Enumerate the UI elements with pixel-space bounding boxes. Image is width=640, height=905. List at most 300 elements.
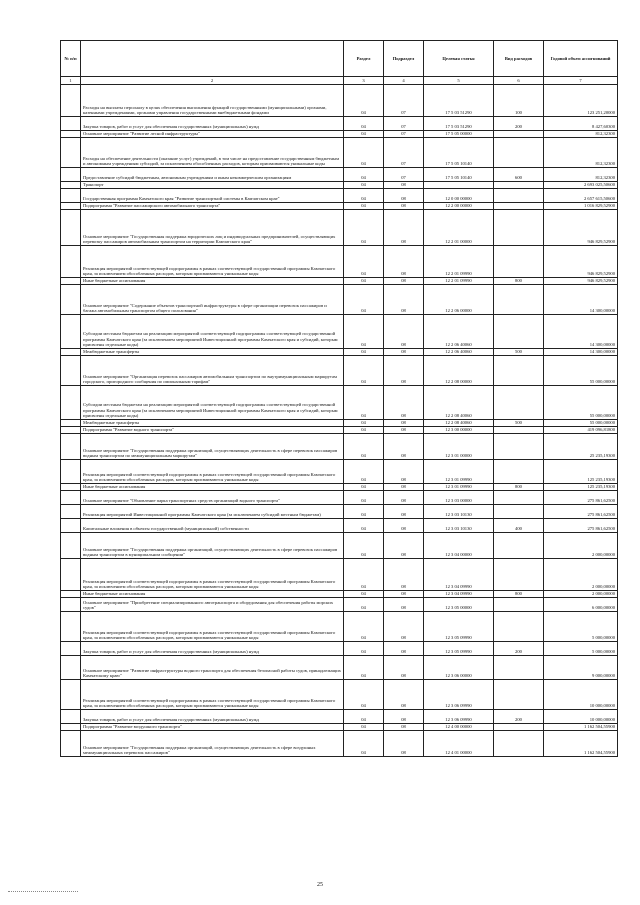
amount-cell: 125 235,19300	[544, 460, 618, 484]
razdel-cell: 04	[344, 460, 384, 484]
amount-cell: 5 000,00000	[544, 642, 618, 656]
item-name-cell: Иные бюджетные ассигнования	[81, 591, 344, 598]
item-name-cell: Реализация мероприятий соответствующей подпрограммы в рамках соответствующей государственной программы Камчатского края, за исключением обособленных расходов, которым присваиваются уникальные коды	[81, 246, 344, 278]
item-name-cell: Государственная программа Камчатского края "Развитие транспортной системы в Камчатском крае"	[81, 189, 344, 203]
target-article-cell: 12 3 06 00000	[424, 656, 494, 680]
table-row	[61, 285, 618, 315]
expense-type-cell	[494, 434, 544, 460]
item-name-cell: Расходы на обеспечение деятельности (оказание услуг) учреждений, в том числе на предоставление государственным бюджетным и автономным учреждениям субсидий, за исключением обособленных расходов, которым присваиваются уникальные коды	[81, 138, 344, 168]
num-cell	[61, 203, 81, 210]
item-name-cell: Основное мероприятие "Организация перевозок пассажиров автомобильным транспортом по внутримуниципальным маршрутам городского, пригородного сообщения по омиональным тарифам"	[81, 356, 344, 386]
razdel-cell: 04	[344, 434, 384, 460]
razdel-cell: 04	[344, 724, 384, 731]
item-name-cell: Закупка товаров, работ и услуг для обеспечения государственных (муниципальных) нужд	[81, 710, 344, 724]
item-name-cell: Реализация мероприятий Инвестиционной программы Камчатского края (за исключением субсидий местным бюджетам)	[81, 505, 344, 519]
expense-type-cell	[494, 724, 544, 731]
razdel-cell: 04	[344, 731, 384, 757]
target-article-cell: 17 5 05 10140	[424, 138, 494, 168]
item-name-cell: Реализация мероприятий соответствующей подпрограммы в рамках соответствующей государственной программы Камчатского края, за исключением обособленных расходов, которым присваиваются уникальные коды	[81, 680, 344, 710]
table-row	[61, 591, 618, 598]
expense-type-cell: 600	[494, 168, 544, 182]
podrazdel-cell: 08	[384, 559, 424, 591]
target-article-cell: 12 3 05 00000	[424, 598, 494, 612]
table-row	[61, 434, 618, 460]
target-article-cell: 12 3 04 00000	[424, 533, 494, 559]
razdel-cell: 04	[344, 189, 384, 203]
table-row	[61, 612, 618, 642]
razdel-cell: 04	[344, 182, 384, 189]
amount-cell: 275 861,62500	[544, 505, 618, 519]
expense-type-cell	[494, 491, 544, 505]
footer-rule	[8, 891, 78, 892]
podrazdel-cell: 07	[384, 85, 424, 117]
item-name-cell: Основное мероприятие "Развитие лесной инфраструктуры"	[81, 131, 344, 138]
page-number: 25	[317, 882, 323, 888]
amount-cell: 55 000,00000	[544, 356, 618, 386]
item-name-cell: Закупка товаров, работ и услуг для обеспечения государственных (муниципальных) нужд	[81, 117, 344, 131]
num-cell	[61, 533, 81, 559]
target-article-cell: 12 3 03 10130	[424, 505, 494, 519]
amount-cell: 812,32300	[544, 131, 618, 138]
podrazdel-cell: 07	[384, 131, 424, 138]
table-row	[61, 315, 618, 349]
razdel-cell: 04	[344, 591, 384, 598]
target-article-cell: 17 5 03 51290	[424, 85, 494, 117]
item-name-cell: Подпрограмма "Развитие пассажирского автомобильного транспорта"	[81, 203, 344, 210]
podrazdel-cell: 07	[384, 117, 424, 131]
table-row	[61, 168, 618, 182]
item-name-cell: Основное мероприятие "Обновление парка транспортных средств организаций водного транспорта"	[81, 491, 344, 505]
expense-type-cell	[494, 285, 544, 315]
expense-type-cell	[494, 356, 544, 386]
table-row	[61, 427, 618, 434]
razdel-cell: 04	[344, 386, 384, 420]
podrazdel-cell: 08	[384, 724, 424, 731]
expense-type-cell	[494, 505, 544, 519]
podrazdel-cell: 08	[384, 203, 424, 210]
target-article-cell: 17 5 05 00000	[424, 131, 494, 138]
razdel-cell: 04	[344, 168, 384, 182]
num-cell	[61, 182, 81, 189]
expense-type-cell	[494, 460, 544, 484]
num-cell	[61, 680, 81, 710]
razdel-cell: 04	[344, 246, 384, 278]
target-article-cell: 12 3 06 09990	[424, 680, 494, 710]
table-row	[61, 533, 618, 559]
razdel-cell: 04	[344, 710, 384, 724]
table-row	[61, 203, 618, 210]
item-name-cell: Капитальные вложения в объекты государственной (муниципальной) собственности	[81, 519, 344, 533]
razdel-cell: 04	[344, 420, 384, 427]
col-cs-header: Целевая статья	[424, 41, 494, 77]
num-cell	[61, 85, 81, 117]
expense-type-cell	[494, 731, 544, 757]
amount-cell: 419 096,81800	[544, 427, 618, 434]
num-cell	[61, 210, 81, 246]
num-cell	[61, 591, 81, 598]
num-cell	[61, 138, 81, 168]
item-name-cell: Межбюджетные трансферты	[81, 420, 344, 427]
col-num-header: № п/п	[61, 41, 81, 77]
expense-type-cell	[494, 203, 544, 210]
amount-cell: 2 693 025,50600	[544, 182, 618, 189]
razdel-cell: 04	[344, 117, 384, 131]
amount-cell: 2 657 615,50600	[544, 189, 618, 203]
num-cell	[61, 356, 81, 386]
item-name-cell: Основное мероприятие "Государственная поддержка юридических лиц и индивидуальных предпринимателей, осуществляющих перевозку пассажиров автомобильным транспортом на территории Камчатского края"	[81, 210, 344, 246]
expense-type-cell	[494, 386, 544, 420]
table-row	[61, 131, 618, 138]
razdel-cell: 04	[344, 427, 384, 434]
expense-type-cell: 800	[494, 278, 544, 285]
item-name-cell: Основное мероприятие "Содержание объектов транспортной инфраструктуры в сфере организации перевозок пассажиров и багажа автомобильным транспортом общего пользования"	[81, 285, 344, 315]
target-article-cell: 12 4 01 00000	[424, 731, 494, 757]
amount-cell: 9 000,00000	[544, 656, 618, 680]
item-name-cell: Реализация мероприятий соответствующей подпрограммы в рамках соответствующей государственной программы Камчатского края, за исключением обособленных расходов, которым присваиваются уникальные коды	[81, 559, 344, 591]
expense-type-cell	[494, 559, 544, 591]
podrazdel-cell: 08	[384, 182, 424, 189]
amount-cell: 14 300,00000	[544, 285, 618, 315]
target-article-cell: 12 3 01 09990	[424, 460, 494, 484]
index-cell: 1	[61, 77, 81, 85]
item-name-cell: Закупка товаров, работ и услуг для обеспечения государственных (муниципальных) нужд	[81, 642, 344, 656]
expense-type-cell: 500	[494, 349, 544, 356]
amount-cell: 55 000,00000	[544, 420, 618, 427]
razdel-cell: 04	[344, 138, 384, 168]
podrazdel-cell: 08	[384, 189, 424, 203]
podrazdel-cell: 08	[384, 356, 424, 386]
item-name-cell: Субсидии местным бюджетам на реализацию мероприятий соответствующей подпрограммы соответствующей государственной программы Камчатского края (за исключением мероприятий Инвестиционной программы Камчатского края и субсидий, которым присвоены отдельные коды)	[81, 315, 344, 349]
num-cell	[61, 386, 81, 420]
expense-type-cell	[494, 210, 544, 246]
item-name-cell: Основное мероприятие "Развитие инфраструктуры водного транспорта для обеспечения безопасной работы судов, принадлежащих Камчатскому краю"	[81, 656, 344, 680]
num-cell	[61, 246, 81, 278]
target-article-cell: 12 2 06 40060	[424, 349, 494, 356]
table-row	[61, 519, 618, 533]
col-sum-header: Годовой объем ассигнований	[544, 41, 618, 77]
item-name-cell: Подпрограмма "Развитие водного транспорта"	[81, 427, 344, 434]
expense-type-cell	[494, 427, 544, 434]
num-cell	[61, 598, 81, 612]
razdel-cell: 04	[344, 349, 384, 356]
podrazdel-cell: 08	[384, 434, 424, 460]
item-name-cell: Иные бюджетные ассигнования	[81, 484, 344, 491]
expense-type-cell	[494, 138, 544, 168]
table-row	[61, 117, 618, 131]
podrazdel-cell: 08	[384, 246, 424, 278]
budget-page	[60, 40, 617, 757]
amount-cell: 275 861,62500	[544, 491, 618, 505]
target-article-cell: 12 0 00 00000	[424, 189, 494, 203]
podrazdel-cell: 07	[384, 168, 424, 182]
num-cell	[61, 285, 81, 315]
amount-cell: 812,32300	[544, 138, 618, 168]
expense-type-cell	[494, 533, 544, 559]
razdel-cell: 04	[344, 85, 384, 117]
table-row	[61, 731, 618, 757]
podrazdel-cell: 08	[384, 278, 424, 285]
index-cell: 4	[384, 77, 424, 85]
expense-type-cell	[494, 598, 544, 612]
target-article-cell: 12 4 00 00000	[424, 724, 494, 731]
amount-cell: 10 000,00000	[544, 710, 618, 724]
target-article-cell: 12 3 05 09990	[424, 612, 494, 642]
index-cell: 2	[81, 77, 344, 85]
num-cell	[61, 189, 81, 203]
expense-type-cell	[494, 246, 544, 278]
razdel-cell: 04	[344, 519, 384, 533]
razdel-cell: 04	[344, 356, 384, 386]
expense-type-cell: 200	[494, 710, 544, 724]
razdel-cell: 04	[344, 203, 384, 210]
target-article-cell: 12 2 01 00000	[424, 210, 494, 246]
expense-type-cell	[494, 315, 544, 349]
amount-cell: 2 000,00000	[544, 533, 618, 559]
num-cell	[61, 460, 81, 484]
index-cell: 3	[344, 77, 384, 85]
podrazdel-cell: 08	[384, 349, 424, 356]
num-cell	[61, 656, 81, 680]
amount-cell: 55 000,00000	[544, 386, 618, 420]
razdel-cell: 04	[344, 680, 384, 710]
podrazdel-cell: 08	[384, 533, 424, 559]
target-article-cell: 12 3 06 09990	[424, 710, 494, 724]
table-row	[61, 386, 618, 420]
amount-cell: 14 300,00000	[544, 315, 618, 349]
amount-cell: 14 300,00000	[544, 349, 618, 356]
item-name-cell: Межбюджетные трансферты	[81, 349, 344, 356]
index-cell: 5	[424, 77, 494, 85]
col-podrazdel-header: Подраздел	[384, 41, 424, 77]
item-name-cell: Основное мероприятие "Государственная поддержка организаций, осуществляющих деятельность в сфере воздушных межмуниципальных перевозок пассажиров"	[81, 731, 344, 757]
target-article-cell: 12 2 08 40060	[424, 420, 494, 427]
expense-type-cell	[494, 656, 544, 680]
table-row	[61, 559, 618, 591]
amount-cell: 1 162 504,55900	[544, 724, 618, 731]
podrazdel-cell: 08	[384, 710, 424, 724]
num-cell	[61, 710, 81, 724]
amount-cell: 812,32300	[544, 168, 618, 182]
target-article-cell: 12 2 01 09990	[424, 278, 494, 285]
item-name-cell: Транспорт	[81, 182, 344, 189]
item-name-cell: Основное мероприятие "Государственная поддержка организаций, осуществляющих деятельность в сфере перевозок пассажиров водным транспортом в муниципальном сообщении"	[81, 533, 344, 559]
podrazdel-cell: 08	[384, 519, 424, 533]
podrazdel-cell: 08	[384, 315, 424, 349]
podrazdel-cell: 08	[384, 680, 424, 710]
table-row	[61, 246, 618, 278]
table-row	[61, 460, 618, 484]
podrazdel-cell: 08	[384, 427, 424, 434]
podrazdel-cell: 08	[384, 460, 424, 484]
target-article-cell: 12 2 06 00000	[424, 285, 494, 315]
num-cell	[61, 559, 81, 591]
table-row	[61, 182, 618, 189]
target-article-cell: 12 3 05 09990	[424, 642, 494, 656]
target-article-cell: 12 3 04 09990	[424, 559, 494, 591]
num-cell	[61, 484, 81, 491]
podrazdel-cell: 08	[384, 612, 424, 642]
item-name-cell: Иные бюджетные ассигнования	[81, 278, 344, 285]
header-row	[61, 41, 618, 77]
expense-type-cell	[494, 680, 544, 710]
razdel-cell: 04	[344, 642, 384, 656]
num-cell	[61, 491, 81, 505]
col-vr-header: Вид расходов	[494, 41, 544, 77]
target-article-cell: 12 2 06 40060	[424, 315, 494, 349]
podrazdel-cell: 08	[384, 731, 424, 757]
table-row	[61, 356, 618, 386]
amount-cell: 2 000,00000	[544, 559, 618, 591]
expense-type-cell: 500	[494, 420, 544, 427]
podrazdel-cell: 08	[384, 484, 424, 491]
expense-type-cell	[494, 131, 544, 138]
razdel-cell: 04	[344, 598, 384, 612]
target-article-cell	[424, 182, 494, 189]
expense-type-cell	[494, 182, 544, 189]
index-cell: 7	[544, 77, 618, 85]
table-row	[61, 491, 618, 505]
target-article-cell: 12 2 00 00000	[424, 203, 494, 210]
amount-cell: 5 000,00000	[544, 612, 618, 642]
amount-cell: 1 016 829,52900	[544, 203, 618, 210]
num-cell	[61, 278, 81, 285]
razdel-cell: 04	[344, 612, 384, 642]
item-name-cell: Субсидии местным бюджетам на реализацию мероприятий соответствующей подпрограммы соответствующей государственной программы Камчатского края (за исключением мероприятий Инвестиционной программы Камчатского края и субсидий, которым присвоены отдельные коды)	[81, 386, 344, 420]
index-cell: 6	[494, 77, 544, 85]
num-cell	[61, 724, 81, 731]
amount-cell: 10 000,00000	[544, 680, 618, 710]
num-cell	[61, 349, 81, 356]
podrazdel-cell: 08	[384, 491, 424, 505]
item-name-cell: Основное мероприятие "Государственная поддержка организаций, осуществляющих деятельность в сфере перевозок пассажиров водным транспортом по межмуниципальным маршрутам"	[81, 434, 344, 460]
num-cell	[61, 427, 81, 434]
amount-cell: 275 861,62500	[544, 519, 618, 533]
table-row	[61, 85, 618, 117]
budget-table	[60, 40, 618, 757]
amount-cell: 125 235,19300	[544, 484, 618, 491]
expense-type-cell	[494, 189, 544, 203]
table-row	[61, 420, 618, 427]
podrazdel-cell: 08	[384, 285, 424, 315]
num-cell	[61, 642, 81, 656]
index-row	[61, 77, 618, 85]
amount-cell: 946 829,52900	[544, 246, 618, 278]
num-cell	[61, 519, 81, 533]
podrazdel-cell: 08	[384, 505, 424, 519]
podrazdel-cell: 08	[384, 420, 424, 427]
amount-cell: 123 251,20000	[544, 85, 618, 117]
expense-type-cell: 800	[494, 591, 544, 598]
target-article-cell: 12 3 01 00000	[424, 434, 494, 460]
razdel-cell: 04	[344, 656, 384, 680]
num-cell	[61, 420, 81, 427]
target-article-cell: 12 3 00 00000	[424, 427, 494, 434]
table-row	[61, 189, 618, 203]
num-cell	[61, 315, 81, 349]
table-row	[61, 642, 618, 656]
amount-cell: 2 000,00000	[544, 591, 618, 598]
razdel-cell: 04	[344, 484, 384, 491]
expense-type-cell: 400	[494, 519, 544, 533]
target-article-cell: 12 3 03 00000	[424, 491, 494, 505]
table-row	[61, 349, 618, 356]
razdel-cell: 04	[344, 285, 384, 315]
table-row	[61, 598, 618, 612]
table-row	[61, 724, 618, 731]
podrazdel-cell: 08	[384, 210, 424, 246]
table-row	[61, 278, 618, 285]
num-cell	[61, 117, 81, 131]
target-article-cell: 12 3 04 09990	[424, 591, 494, 598]
table-row	[61, 505, 618, 519]
razdel-cell: 04	[344, 315, 384, 349]
item-name-cell: Подпрограмма "Развитие воздушного транспорта"	[81, 724, 344, 731]
amount-cell: 946 829,52900	[544, 278, 618, 285]
expense-type-cell: 800	[494, 484, 544, 491]
amount-cell: 946 829,52900	[544, 210, 618, 246]
podrazdel-cell: 08	[384, 386, 424, 420]
table-row	[61, 680, 618, 710]
razdel-cell: 04	[344, 278, 384, 285]
razdel-cell: 04	[344, 210, 384, 246]
table-row	[61, 138, 618, 168]
podrazdel-cell: 08	[384, 598, 424, 612]
target-article-cell: 17 5 03 51290	[424, 117, 494, 131]
target-article-cell: 12 2 08 40060	[424, 386, 494, 420]
item-name-cell: Расходы на выплаты персоналу в целях обеспечения выполнения функций государственными (муниципальными) органами, казенными учреждениями, органами управления государственными внебюджетными фондами	[81, 85, 344, 117]
amount-cell: 6 000,00000	[544, 598, 618, 612]
num-cell	[61, 131, 81, 138]
item-name-cell: Реализация мероприятий соответствующей подпрограммы в рамках соответствующей государственной программы Камчатского края, за исключением обособленных расходов, которым присваиваются уникальные коды	[81, 612, 344, 642]
razdel-cell: 04	[344, 505, 384, 519]
razdel-cell: 04	[344, 491, 384, 505]
table-row	[61, 210, 618, 246]
col-name-header	[81, 41, 344, 77]
amount-cell: 25 235,19300	[544, 434, 618, 460]
razdel-cell: 04	[344, 533, 384, 559]
table-row	[61, 710, 618, 724]
target-article-cell: 12 3 03 10130	[424, 519, 494, 533]
target-article-cell: 12 3 01 09990	[424, 484, 494, 491]
podrazdel-cell: 08	[384, 642, 424, 656]
item-name-cell: Предоставление субсидий бюджетным, автономным учреждениям и иным некоммерческим организациям	[81, 168, 344, 182]
num-cell	[61, 434, 81, 460]
expense-type-cell: 200	[494, 117, 544, 131]
expense-type-cell: 200	[494, 642, 544, 656]
num-cell	[61, 168, 81, 182]
num-cell	[61, 505, 81, 519]
target-article-cell: 12 2 08 00000	[424, 356, 494, 386]
razdel-cell: 04	[344, 131, 384, 138]
target-article-cell: 17 5 05 10140	[424, 168, 494, 182]
podrazdel-cell: 08	[384, 591, 424, 598]
razdel-cell: 04	[344, 559, 384, 591]
expense-type-cell	[494, 612, 544, 642]
table-row	[61, 484, 618, 491]
podrazdel-cell: 07	[384, 138, 424, 168]
item-name-cell: Реализация мероприятий соответствующей подпрограммы в рамках соответствующей государственной программы Камчатского края, за исключением обособленных расходов, которым присваиваются уникальные коды	[81, 460, 344, 484]
podrazdel-cell: 08	[384, 656, 424, 680]
target-article-cell: 12 2 01 09990	[424, 246, 494, 278]
amount-cell: 1 162 504,55900	[544, 731, 618, 757]
num-cell	[61, 612, 81, 642]
num-cell	[61, 731, 81, 757]
table-row	[61, 656, 618, 680]
item-name-cell: Основное мероприятие "Приобретение специализированного автотранспорта и оборудования для обеспечения работы морских судов"	[81, 598, 344, 612]
amount-cell: 8 427,60300	[544, 117, 618, 131]
expense-type-cell: 100	[494, 85, 544, 117]
col-razdel-header: Раздел	[344, 41, 384, 77]
